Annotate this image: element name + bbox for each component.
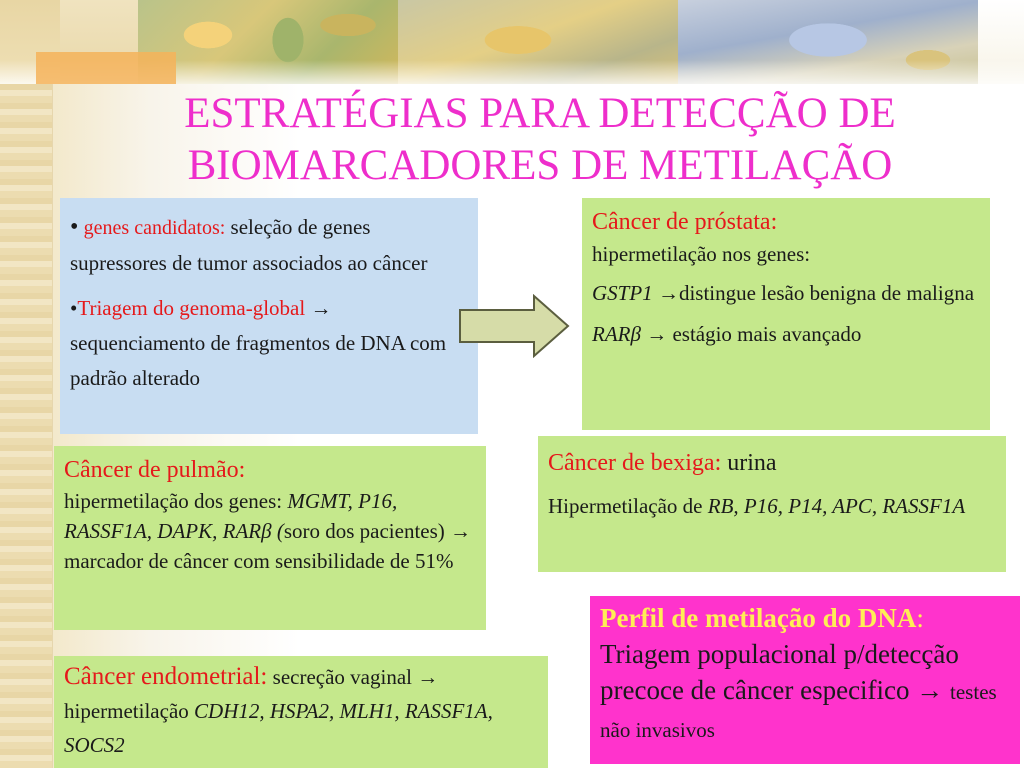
title-line-2: BIOMARCADORES DE METILAÇÃO — [187, 142, 893, 189]
lung-text: hipermetilação dos genes: MGMT, P16, RASSF1A, DAPK, RARβ (soro dos pacientes) → marcador de câncer com sensibilidade de 51% — [64, 489, 472, 573]
strategy-candidate-genes: • genes candidatos: seleção de genes supressores de tumor associados ao câncer — [70, 214, 428, 275]
slide-title — [60, 88, 1020, 192]
bladder-title: Câncer de bexiga: — [548, 450, 722, 476]
prostate-title: Câncer de próstata: — [592, 209, 778, 235]
endometrial-cancer-box: Câncer endometrial: secreção vaginal → hipermetilação CDH12, HSPA2, MLH1, RASSF1A, SOCS2 — [54, 656, 548, 768]
methylation-profile-box: Perfil de metilação do DNA: Triagem populacional p/detecção precoce de câncer especifico → testes não invasivos — [590, 596, 1020, 764]
strategies-box — [60, 198, 478, 434]
candidate-genes-label: genes candidatos: — [83, 217, 226, 239]
lung-title: Câncer de pulmão: — [64, 457, 246, 483]
endometrial-sample: secreção vaginal — [272, 665, 412, 689]
endometrial-title: Câncer endometrial: — [64, 663, 268, 690]
bladder-text: Hipermetilação de RB, P16, P14, APC, RASSF1A — [548, 494, 966, 518]
endometrial-genes: CDH12, HSPA2, MLH1, RASSF1A, SOCS2 — [64, 699, 493, 757]
orange-accent-bar — [36, 52, 176, 84]
candidate-genes-text: seleção de genes supressores de tumor associados ao câncer — [70, 215, 428, 275]
prostate-gstp1: GSTP1 →distingue lesão benigna de maligna — [592, 281, 975, 305]
bladder-cancer-box — [538, 436, 1006, 572]
profile-note: testes não invasivos — [600, 680, 997, 742]
profile-title: Perfil de metilação do DNA — [600, 603, 917, 633]
arrow-glyph-icon: → — [310, 296, 332, 320]
prostate-rarb: RARβ → estágio mais avançado — [592, 322, 862, 346]
gene-rarb: RARβ — [592, 322, 641, 346]
parchment-sidebar-decoration — [0, 0, 53, 768]
arrow-glyph-icon: → — [916, 675, 944, 705]
prostate-subtitle: hipermetilação nos genes: — [592, 242, 811, 266]
genome-global-text: sequenciamento de fragmentos de DNA com padrão alterado — [70, 331, 447, 390]
profile-text: Triagem populacional p/detecção precoce de câncer especifico — [600, 639, 959, 705]
arrow-glyph-icon: → — [646, 322, 668, 346]
arrow-glyph-icon: → — [450, 519, 472, 543]
strategy-genome-global: •Triagem do genoma-global → sequenciamento de fragmentos de DNA com padrão alterado — [70, 296, 447, 390]
genome-global-label: Triagem do genoma-global — [77, 296, 306, 320]
bladder-sample: urina — [727, 450, 777, 476]
arrow-glyph-icon: → — [657, 281, 679, 305]
gene-gstp1: GSTP1 — [592, 281, 653, 305]
prostate-cancer-box — [582, 198, 990, 430]
lung-cancer-box — [54, 446, 486, 630]
lung-genes: MGMT, P16, RASSF1A, DAPK, RARβ ( — [64, 489, 398, 543]
right-arrow-icon — [458, 294, 570, 358]
title-line-1: ESTRATÉGIAS PARA DETECÇÃO DE — [184, 90, 896, 137]
bladder-genes: RB, P16, P14, APC, RASSF1A — [707, 494, 966, 518]
arrow-glyph-icon: → — [417, 665, 439, 689]
